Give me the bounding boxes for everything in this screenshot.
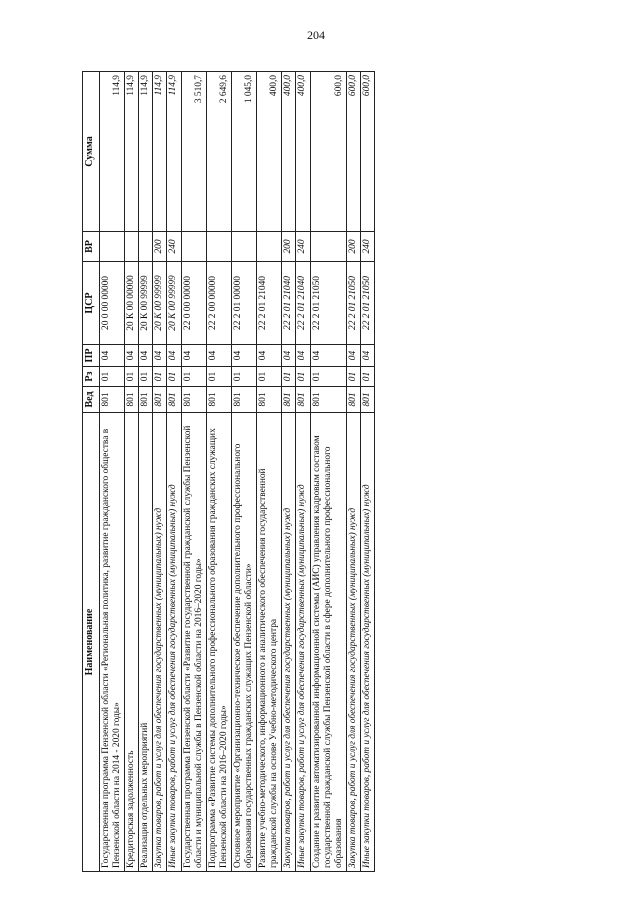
cell-rz: 01	[360, 367, 374, 387]
cell-csr: 20 0 00 00000	[100, 262, 125, 345]
cell-pr: 04	[257, 345, 282, 367]
table-row	[346, 72, 360, 872]
cell-pr: 04	[153, 345, 167, 367]
cell-sum: 600,0	[310, 72, 346, 232]
page-number: 204	[307, 28, 325, 42]
cell-vr	[310, 232, 346, 262]
cell-csr: 22 2 00 00000	[206, 262, 231, 345]
cell-ved: 801	[153, 387, 167, 413]
cell-name: Иные закупки товаров, работ и услуг для обеспечения государственных (муниципальных) нужд	[360, 413, 374, 872]
cell-pr: 04	[139, 345, 153, 367]
cell-pr: 04	[100, 345, 125, 367]
cell-rz: 01	[346, 367, 360, 387]
cell-rz: 01	[257, 367, 282, 387]
header-pr: ПР	[83, 345, 100, 367]
cell-csr: 22 2 01 21050	[310, 262, 346, 345]
cell-name: Закупка товаров, работ и услуг для обеспечения государственных (муниципальных) нужд	[282, 413, 296, 872]
cell-vr	[125, 232, 139, 262]
cell-sum: 2 649,6	[206, 72, 231, 232]
cell-sum: 114,9	[100, 72, 125, 232]
cell-sum: 1 045,0	[231, 72, 256, 232]
cell-csr: 20 К 00 99999	[139, 262, 153, 345]
cell-vr: 200	[346, 232, 360, 262]
table-row	[181, 72, 206, 872]
cell-vr: 240	[360, 232, 374, 262]
cell-ved: 801	[296, 387, 310, 413]
cell-ved: 801	[167, 387, 181, 413]
cell-vr	[257, 232, 282, 262]
cell-sum: 600,0	[346, 72, 360, 232]
table-row	[153, 72, 167, 872]
header-vr: ВР	[83, 232, 100, 262]
cell-csr: 22 0 00 00000	[181, 262, 206, 345]
cell-name: Подпрограмма «Развитие системы дополнительного профессионального образования гражданских служащих Пензенской области на 2016–2020 годы»	[206, 413, 231, 872]
cell-vr	[206, 232, 231, 262]
cell-sum: 3 510,7	[181, 72, 206, 232]
cell-csr: 22 2 01 21050	[346, 262, 360, 345]
table-row	[206, 72, 231, 872]
cell-rz: 01	[296, 367, 310, 387]
cell-rz: 01	[310, 367, 346, 387]
cell-name: Государственная программа Пензенской области «Региональная политика, развитие гражданского общества в Пензенской области на 2014 - 2020 годы»	[100, 413, 125, 872]
cell-name: Основное мероприятие «Организационно-техническое обеспечение дополнительного профессионального образования государственных гражданских служащих Пензенской области»	[231, 413, 256, 872]
cell-vr: 200	[282, 232, 296, 262]
rotated-table-container	[82, 72, 558, 872]
table-header-row	[83, 72, 100, 872]
table-row	[167, 72, 181, 872]
cell-csr: 22 2 01 21040	[257, 262, 282, 345]
cell-ved: 801	[360, 387, 374, 413]
budget-table	[82, 71, 375, 872]
table-row	[139, 72, 153, 872]
cell-pr: 04	[360, 345, 374, 367]
cell-sum: 114,9	[139, 72, 153, 232]
cell-sum: 400,0	[257, 72, 282, 232]
cell-name: Создание и развитие автоматизированной информационной системы (АИС) управления кадровым составом государственной гражданской службы Пензенской области в сфере дополнительного профессионального образования	[310, 413, 346, 872]
table-row	[360, 72, 374, 872]
cell-ved: 801	[125, 387, 139, 413]
header-ved: Вед	[83, 387, 100, 413]
cell-rz: 01	[139, 367, 153, 387]
cell-ved: 801	[282, 387, 296, 413]
cell-sum: 600,0	[360, 72, 374, 232]
cell-sum: 400,0	[282, 72, 296, 232]
cell-sum: 114,9	[125, 72, 139, 232]
cell-ved: 801	[139, 387, 153, 413]
cell-rz: 01	[125, 367, 139, 387]
cell-ved: 801	[181, 387, 206, 413]
cell-sum: 400,0	[296, 72, 310, 232]
cell-sum: 114,9	[153, 72, 167, 232]
table-row	[310, 72, 346, 872]
cell-csr: 20 К 00 99999	[153, 262, 167, 345]
header-name: Наименование	[83, 413, 100, 872]
cell-name: Кредиторская задолженность	[125, 413, 139, 872]
cell-name: Реализация отдельных мероприятий	[139, 413, 153, 872]
cell-csr: 22 2 01 00000	[231, 262, 256, 345]
header-csr: ЦСР	[83, 262, 100, 345]
cell-name: Развитие учебно-методического, информационного и аналитического обеспечения государственной гражданской службы на основе Учебно-методического центра	[257, 413, 282, 872]
table-row	[296, 72, 310, 872]
table-row	[282, 72, 296, 872]
cell-name: Государственная программа Пензенской области «Развитие государственной гражданской службы Пензенской области и муниципальной службы в Пензенской области на 2016–2020 годы»	[181, 413, 206, 872]
cell-csr: 20 К 00 00000	[125, 262, 139, 345]
cell-csr: 20 К 00 99999	[167, 262, 181, 345]
cell-vr: 240	[167, 232, 181, 262]
cell-pr: 04	[346, 345, 360, 367]
cell-pr: 04	[167, 345, 181, 367]
cell-vr	[231, 232, 256, 262]
cell-rz: 01	[167, 367, 181, 387]
cell-pr: 04	[125, 345, 139, 367]
table-row	[257, 72, 282, 872]
header-rz: Рз	[83, 367, 100, 387]
cell-ved: 801	[257, 387, 282, 413]
cell-vr	[100, 232, 125, 262]
cell-pr: 04	[181, 345, 206, 367]
cell-pr: 04	[310, 345, 346, 367]
cell-csr: 22 2 01 21040	[282, 262, 296, 345]
cell-vr: 200	[153, 232, 167, 262]
table-row	[125, 72, 139, 872]
cell-name: Закупка товаров, работ и услуг для обеспечения государственных (муниципальных) нужд	[153, 413, 167, 872]
header-sum: Сумма	[83, 72, 100, 232]
cell-ved: 801	[310, 387, 346, 413]
cell-rz: 01	[153, 367, 167, 387]
cell-pr: 04	[282, 345, 296, 367]
cell-pr: 04	[206, 345, 231, 367]
cell-name: Иные закупки товаров, работ и услуг для обеспечения государственных (муниципальных) нужд	[167, 413, 181, 872]
cell-ved: 801	[231, 387, 256, 413]
table-row	[231, 72, 256, 872]
cell-pr: 04	[296, 345, 310, 367]
cell-name: Иные закупки товаров, работ и услуг для обеспечения государственных (муниципальных) нужд	[296, 413, 310, 872]
cell-vr	[181, 232, 206, 262]
cell-sum: 114,9	[167, 72, 181, 232]
cell-vr: 240	[296, 232, 310, 262]
cell-ved: 801	[100, 387, 125, 413]
cell-rz: 01	[206, 367, 231, 387]
cell-rz: 01	[231, 367, 256, 387]
cell-csr: 22 2 01 21050	[360, 262, 374, 345]
cell-csr: 22 2 01 21040	[296, 262, 310, 345]
cell-rz: 01	[181, 367, 206, 387]
table-row	[100, 72, 125, 872]
cell-rz: 01	[100, 367, 125, 387]
cell-vr	[139, 232, 153, 262]
cell-ved: 801	[206, 387, 231, 413]
cell-pr: 04	[231, 345, 256, 367]
cell-ved: 801	[346, 387, 360, 413]
cell-rz: 01	[282, 367, 296, 387]
cell-name: Закупка товаров, работ и услуг для обеспечения государственных (муниципальных) нужд	[346, 413, 360, 872]
